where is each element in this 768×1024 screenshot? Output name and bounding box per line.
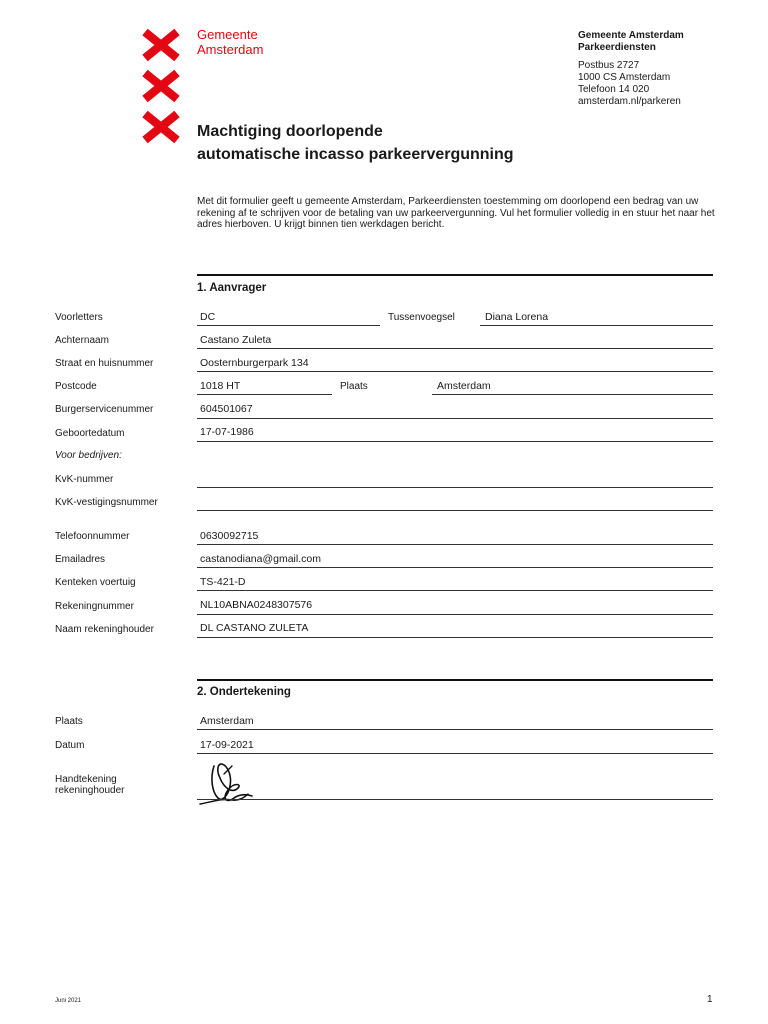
field-achternaam[interactable]: Castano Zuleta [200, 334, 272, 346]
label-achternaam: Achternaam [55, 335, 109, 346]
label-datum: Datum [55, 740, 85, 751]
underline [197, 614, 713, 615]
address-web: amsterdam.nl/parkeren [578, 96, 681, 107]
label-email: Emailadres [55, 554, 106, 565]
field-rekeninghouder[interactable]: DL CASTANO ZULETA [200, 622, 309, 634]
signature-image [198, 758, 258, 810]
field-postcode[interactable]: 1018 HT [200, 380, 241, 392]
logo-cross-icon [142, 109, 180, 145]
underline [197, 799, 713, 800]
underline [197, 544, 713, 545]
field-tussenvoegsel[interactable]: Diana Lorena [485, 311, 549, 323]
label-handtekening-line-1: Handtekening [55, 774, 117, 785]
label-voor-bedrijven: Voor bedrijven: [55, 450, 122, 461]
field-plaats[interactable]: Amsterdam [437, 380, 491, 392]
field-rekeningnummer[interactable]: NL10ABNA0248307576 [200, 599, 313, 611]
field-kenteken[interactable]: TS-421-D [200, 576, 246, 588]
field-datum[interactable]: 17-09-2021 [200, 739, 254, 751]
field-plaats-ondertekening[interactable]: Amsterdam [200, 715, 254, 727]
address-org: Gemeente Amsterdam [578, 30, 684, 41]
label-voorletters: Voorletters [55, 312, 103, 323]
underline [197, 325, 380, 326]
label-postcode: Postcode [55, 381, 97, 392]
label-bsn: Burgerservicenummer [55, 404, 154, 415]
underline [432, 394, 713, 395]
underline [197, 394, 332, 395]
label-rekeninghouder: Naam rekeninghouder [55, 624, 154, 635]
underline [197, 348, 713, 349]
label-plaats-ondertekening: Plaats [55, 716, 83, 727]
field-straat[interactable]: Oosternburgerpark 134 [200, 357, 309, 369]
underline [197, 567, 713, 568]
label-rekeningnummer: Rekeningnummer [55, 601, 134, 612]
logo-cross-icon [142, 68, 180, 104]
address-postbus: Postbus 2727 [578, 60, 640, 71]
intro-text: Met dit formulier geeft u gemeente Amsterdam, Parkeerdiensten toestemming om doorlopend een bedrag van uw rekening af te schrijven voor de betaling van uw parkeervergunning. Vul het formulier volledig in en stuur het naar het adres hierboven. U krijgt binnen tien werkdagen bericht. [197, 196, 715, 230]
underline [197, 729, 713, 730]
underline [197, 418, 713, 419]
underline [197, 510, 713, 511]
underline [197, 441, 713, 442]
field-email[interactable]: castanodiana@gmail.com [200, 553, 321, 565]
field-geboortedatum[interactable]: 17-07-1986 [200, 426, 254, 438]
label-plaats: Plaats [340, 381, 368, 392]
page-title [197, 120, 514, 166]
logo-line-1: Gemeente [197, 27, 258, 42]
label-kenteken: Kenteken voertuig [55, 577, 136, 588]
logo-line-2: Amsterdam [197, 42, 264, 57]
label-straat: Straat en huisnummer [55, 358, 154, 369]
label-tussenvoegsel: Tussenvoegsel [388, 312, 455, 323]
title-line-1: Machtiging doorlopende [197, 123, 383, 140]
label-kvk: KvK-nummer [55, 474, 114, 485]
section-title-ondertekening: 2. Ondertekening [197, 686, 291, 698]
label-handtekening [55, 774, 125, 796]
underline [197, 487, 713, 488]
logo-wordmark [197, 27, 263, 57]
label-geboortedatum: Geboortedatum [55, 428, 125, 439]
footer-date: Juni 2021 [55, 998, 82, 1004]
underline [197, 753, 713, 754]
section-divider [197, 679, 713, 681]
logo-cross-icon [142, 27, 180, 63]
label-handtekening-line-2: rekeninghouder [55, 785, 125, 796]
section-title-aanvrager: 1. Aanvrager [197, 282, 267, 294]
label-kvk-vestiging: KvK-vestigingsnummer [55, 497, 158, 508]
title-line-2: automatische incasso parkeervergunning [197, 146, 514, 163]
page-number: 1 [707, 994, 713, 1005]
underline [480, 325, 713, 326]
underline [197, 637, 713, 638]
sender-address [578, 30, 684, 108]
label-telefoon: Telefoonnummer [55, 531, 130, 542]
field-bsn[interactable]: 604501067 [200, 403, 253, 415]
address-phone: Telefoon 14 020 [578, 84, 650, 95]
address-city: 1000 CS Amsterdam [578, 72, 671, 83]
field-telefoon[interactable]: 0630092715 [200, 530, 259, 542]
field-voorletters[interactable]: DC [200, 311, 216, 323]
underline [197, 371, 713, 372]
section-divider [197, 274, 713, 276]
address-dept: Parkeerdiensten [578, 42, 656, 53]
underline [197, 590, 713, 591]
